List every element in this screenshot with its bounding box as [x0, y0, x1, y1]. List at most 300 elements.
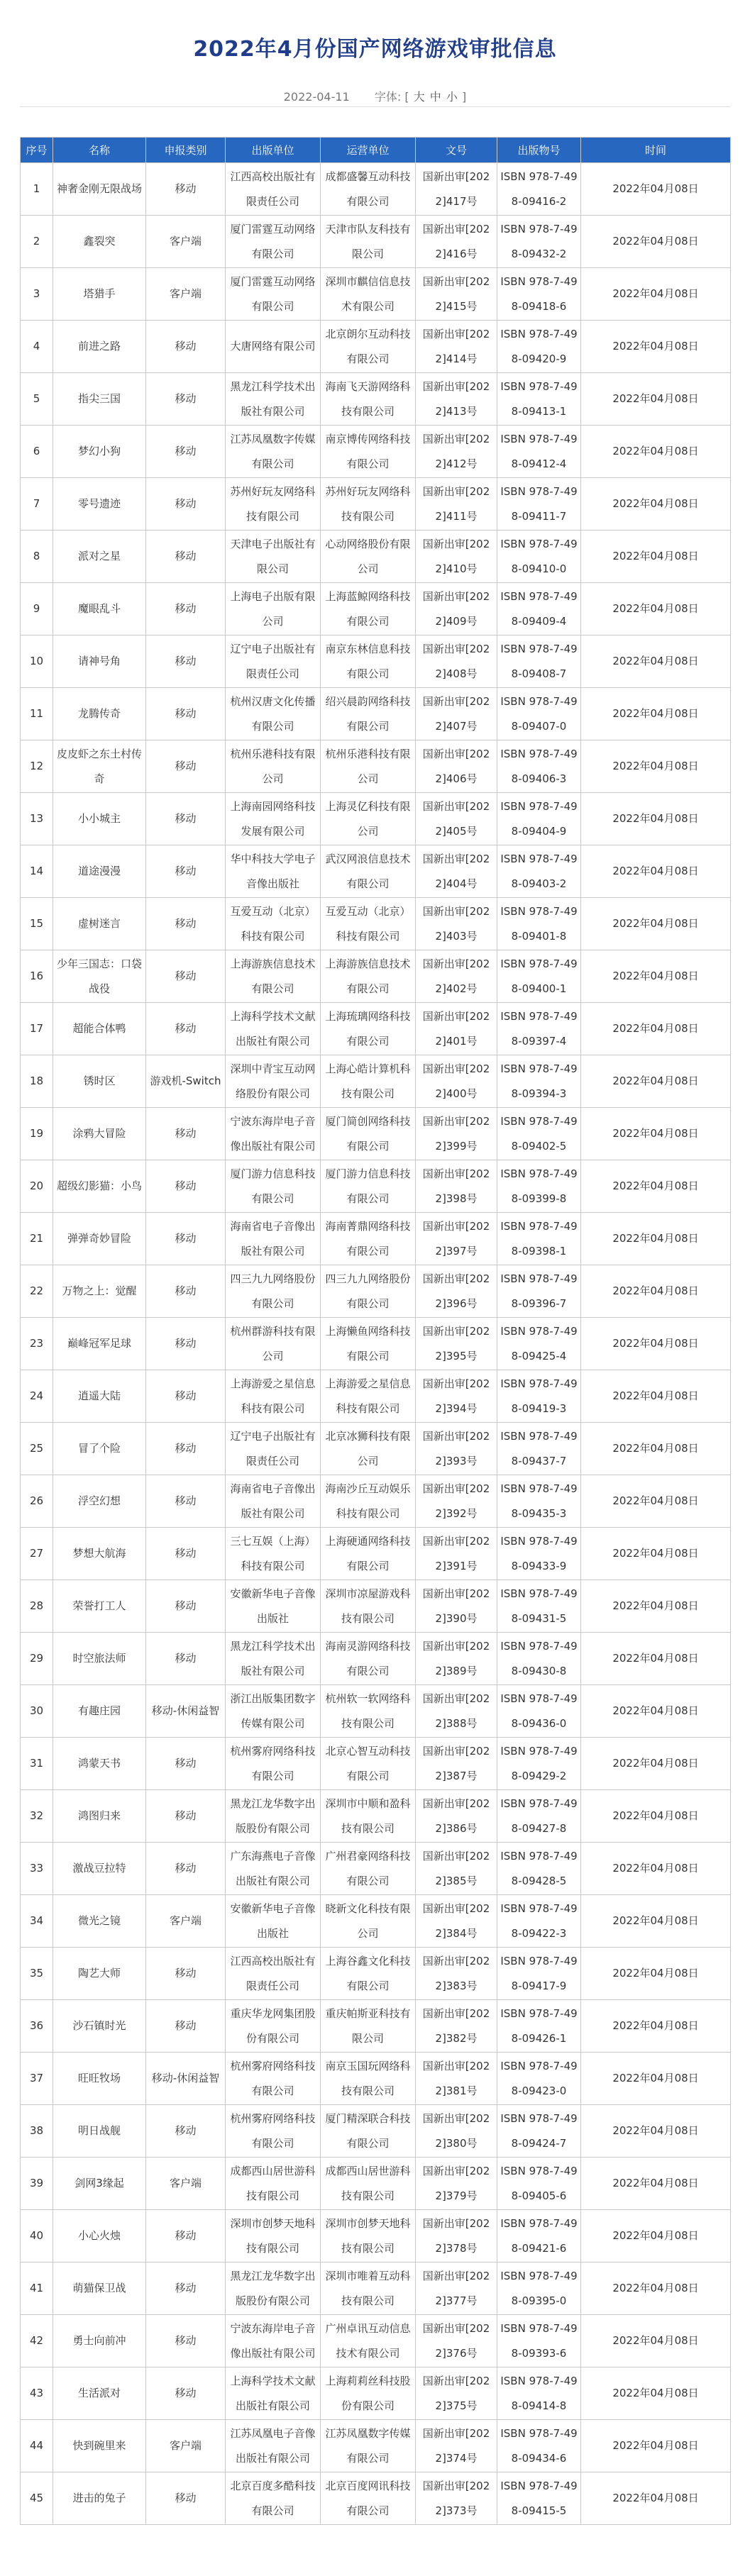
font-size-label: 字体:	[374, 90, 402, 104]
cell-approval-no: 国新出审[2022]390号	[416, 1580, 497, 1633]
table-row	[21, 2210, 731, 2263]
cell-publisher: 上海游族信息技术有限公司	[226, 950, 321, 1003]
cell-index: 45	[21, 2472, 53, 2525]
cell-isbn: ISBN 978-7-498-09409-4	[497, 583, 581, 635]
cell-isbn: ISBN 978-7-498-09431-5	[497, 1580, 581, 1633]
table-row	[21, 426, 731, 478]
cell-name: 浮空幻想	[53, 1475, 146, 1528]
cell-category: 移动	[146, 1948, 226, 2000]
header-index: 序号	[21, 138, 53, 163]
cell-date: 2022年04月08日	[581, 1108, 731, 1160]
table-row	[21, 740, 731, 793]
cell-approval-no: 国新出审[2022]404号	[416, 845, 497, 898]
cell-category: 移动	[146, 635, 226, 688]
cell-date: 2022年04月08日	[581, 845, 731, 898]
cell-name: 请神号角	[53, 635, 146, 688]
cell-date: 2022年04月08日	[581, 478, 731, 531]
cell-isbn: ISBN 978-7-498-09429-2	[497, 1738, 581, 1790]
cell-publisher: 黑龙江龙华数字出版股份有限公司	[226, 2263, 321, 2315]
cell-name: 时空旅法师	[53, 1633, 146, 1685]
cell-index: 39	[21, 2158, 53, 2210]
cell-category: 游戏机-Switch	[146, 1055, 226, 1108]
cell-category: 移动	[146, 1790, 226, 1843]
cell-index: 43	[21, 2367, 53, 2420]
cell-index: 44	[21, 2420, 53, 2472]
table-row	[21, 2263, 731, 2315]
cell-operator: 上海硬通网络科技有限公司	[321, 1528, 416, 1580]
cell-isbn: ISBN 978-7-498-09393-6	[497, 2315, 581, 2367]
cell-isbn: ISBN 978-7-498-09425-4	[497, 1318, 581, 1370]
cell-approval-no: 国新出审[2022]417号	[416, 163, 497, 216]
table-row	[21, 1790, 731, 1843]
cell-date: 2022年04月08日	[581, 2000, 731, 2053]
cell-operator: 厦门精深联合科技有限公司	[321, 2105, 416, 2158]
cell-operator: 四三九九网络股份有限公司	[321, 1265, 416, 1318]
cell-category: 移动	[146, 1528, 226, 1580]
font-size-large-button[interactable]: 大	[413, 90, 425, 104]
cell-index: 32	[21, 1790, 53, 1843]
cell-publisher: 三七互娱（上海）科技有限公司	[226, 1528, 321, 1580]
cell-operator: 上海蓝鲸网络科技有限公司	[321, 583, 416, 635]
cell-category: 移动	[146, 426, 226, 478]
cell-publisher: 厦门雷霆互动网络有限公司	[226, 268, 321, 321]
table-row	[21, 1108, 731, 1160]
cell-category: 移动	[146, 2000, 226, 2053]
cell-index: 35	[21, 1948, 53, 2000]
cell-index: 14	[21, 845, 53, 898]
cell-index: 13	[21, 793, 53, 845]
cell-name: 万物之上：觉醒	[53, 1265, 146, 1318]
cell-publisher: 江西高校出版社有限责任公司	[226, 163, 321, 216]
cell-date: 2022年04月08日	[581, 373, 731, 426]
cell-operator: 上海琉璃网络科技有限公司	[321, 1003, 416, 1055]
cell-name: 魔眼乱斗	[53, 583, 146, 635]
table-row	[21, 1948, 731, 2000]
cell-operator: 互爱互动（北京）科技有限公司	[321, 898, 416, 950]
cell-approval-no: 国新出审[2022]384号	[416, 1895, 497, 1948]
cell-operator: 深圳市麒信信息技术有限公司	[321, 268, 416, 321]
cell-category: 移动	[146, 688, 226, 740]
cell-isbn: ISBN 978-7-498-09406-3	[497, 740, 581, 793]
cell-operator: 海南沙丘互动娱乐科技有限公司	[321, 1475, 416, 1528]
cell-name: 冒了个险	[53, 1423, 146, 1475]
cell-index: 38	[21, 2105, 53, 2158]
cell-operator: 南京东林信息科技有限公司	[321, 635, 416, 688]
cell-operator: 深圳市创梦天地科技有限公司	[321, 2210, 416, 2263]
cell-publisher: 安徽新华电子音像出版社	[226, 1580, 321, 1633]
table-row	[21, 1685, 731, 1738]
cell-isbn: ISBN 978-7-498-09412-4	[497, 426, 581, 478]
article-meta	[0, 88, 750, 104]
cell-index: 12	[21, 740, 53, 793]
cell-category: 移动	[146, 793, 226, 845]
cell-category: 移动	[146, 1108, 226, 1160]
cell-name: 进击的兔子	[53, 2472, 146, 2525]
cell-publisher: 江苏凤凰电子音像出版社有限公司	[226, 2420, 321, 2472]
cell-date: 2022年04月08日	[581, 583, 731, 635]
table-row	[21, 163, 731, 216]
cell-publisher: 厦门游力信息科技有限公司	[226, 1160, 321, 1213]
cell-approval-no: 国新出审[2022]405号	[416, 793, 497, 845]
table-row	[21, 1738, 731, 1790]
cell-date: 2022年04月08日	[581, 688, 731, 740]
cell-index: 16	[21, 950, 53, 1003]
cell-approval-no: 国新出审[2022]383号	[416, 1948, 497, 2000]
cell-category: 移动	[146, 1318, 226, 1370]
cell-isbn: ISBN 978-7-498-09411-7	[497, 478, 581, 531]
cell-isbn: ISBN 978-7-498-09430-8	[497, 1633, 581, 1685]
cell-publisher: 宁波东海岸电子音像出版社有限公司	[226, 1108, 321, 1160]
cell-category: 移动	[146, 1580, 226, 1633]
cell-index: 40	[21, 2210, 53, 2263]
cell-category: 移动	[146, 2315, 226, 2367]
cell-approval-no: 国新出审[2022]387号	[416, 1738, 497, 1790]
cell-approval-no: 国新出审[2022]374号	[416, 2420, 497, 2472]
cell-approval-no: 国新出审[2022]380号	[416, 2105, 497, 2158]
cell-publisher: 杭州群游科技有限公司	[226, 1318, 321, 1370]
cell-date: 2022年04月08日	[581, 1633, 731, 1685]
cell-publisher: 黑龙江科学技术出版社有限公司	[226, 373, 321, 426]
cell-category: 移动	[146, 1160, 226, 1213]
cell-approval-no: 国新出审[2022]413号	[416, 373, 497, 426]
cell-name: 皮皮虾之东土村传奇	[53, 740, 146, 793]
font-size-small-button[interactable]: 小	[446, 90, 458, 104]
cell-date: 2022年04月08日	[581, 1265, 731, 1318]
table-row	[21, 2472, 731, 2525]
cell-name: 鸿图归来	[53, 1790, 146, 1843]
cell-publisher: 杭州雾府网络科技有限公司	[226, 2053, 321, 2105]
cell-index: 2	[21, 216, 53, 268]
table-row	[21, 950, 731, 1003]
cell-publisher: 杭州雾府网络科技有限公司	[226, 2105, 321, 2158]
cell-isbn: ISBN 978-7-498-09397-4	[497, 1003, 581, 1055]
cell-date: 2022年04月08日	[581, 1318, 731, 1370]
cell-name: 小心火烛	[53, 2210, 146, 2263]
table-body	[21, 163, 731, 2525]
cell-isbn: ISBN 978-7-498-09435-3	[497, 1475, 581, 1528]
cell-date: 2022年04月08日	[581, 1213, 731, 1265]
cell-name: 明日战舰	[53, 2105, 146, 2158]
header-publisher: 出版单位	[226, 138, 321, 163]
cell-date: 2022年04月08日	[581, 163, 731, 216]
cell-name: 陶艺大师	[53, 1948, 146, 2000]
cell-publisher: 苏州好玩友网络科技有限公司	[226, 478, 321, 531]
cell-category: 客户端	[146, 2158, 226, 2210]
cell-name: 小小城主	[53, 793, 146, 845]
cell-approval-no: 国新出审[2022]402号	[416, 950, 497, 1003]
cell-index: 7	[21, 478, 53, 531]
cell-name: 逍遥大陆	[53, 1370, 146, 1423]
table-row	[21, 1475, 731, 1528]
cell-isbn: ISBN 978-7-498-09405-6	[497, 2158, 581, 2210]
cell-operator: 上海游爱之星信息科技有限公司	[321, 1370, 416, 1423]
table-row	[21, 1580, 731, 1633]
header-approval-no: 文号	[416, 138, 497, 163]
cell-isbn: ISBN 978-7-498-09399-8	[497, 1160, 581, 1213]
cell-approval-no: 国新出审[2022]410号	[416, 531, 497, 583]
cell-operator: 南京玉国玩网络科技有限公司	[321, 2053, 416, 2105]
cell-publisher: 杭州雾府网络科技有限公司	[226, 1738, 321, 1790]
cell-approval-no: 国新出审[2022]403号	[416, 898, 497, 950]
cell-operator: 海南菁鼎网络科技有限公司	[321, 1213, 416, 1265]
cell-operator: 苏州好玩友网络科技有限公司	[321, 478, 416, 531]
cell-date: 2022年04月08日	[581, 268, 731, 321]
cell-category: 移动-休闲益智	[146, 2053, 226, 2105]
cell-name: 道途漫漫	[53, 845, 146, 898]
cell-index: 11	[21, 688, 53, 740]
cell-name: 生活派对	[53, 2367, 146, 2420]
cell-index: 26	[21, 1475, 53, 1528]
cell-approval-no: 国新出审[2022]381号	[416, 2053, 497, 2105]
cell-approval-no: 国新出审[2022]379号	[416, 2158, 497, 2210]
cell-approval-no: 国新出审[2022]394号	[416, 1370, 497, 1423]
cell-publisher: 海南省电子音像出版社有限公司	[226, 1475, 321, 1528]
table-row	[21, 1843, 731, 1895]
cell-operator: 心动网络股份有限公司	[321, 531, 416, 583]
table-row	[21, 373, 731, 426]
cell-operator: 上海灵亿科技有限公司	[321, 793, 416, 845]
table-row	[21, 688, 731, 740]
cell-index: 19	[21, 1108, 53, 1160]
cell-category: 移动	[146, 321, 226, 373]
cell-name: 龙腾传奇	[53, 688, 146, 740]
cell-name: 梦幻小狗	[53, 426, 146, 478]
cell-isbn: ISBN 978-7-498-09433-9	[497, 1528, 581, 1580]
cell-name: 锈时区	[53, 1055, 146, 1108]
table-row	[21, 1370, 731, 1423]
cell-operator: 厦门游力信息科技有限公司	[321, 1160, 416, 1213]
cell-publisher: 天津电子出版社有限公司	[226, 531, 321, 583]
cell-operator: 上海游族信息技术有限公司	[321, 950, 416, 1003]
cell-approval-no: 国新出审[2022]389号	[416, 1633, 497, 1685]
cell-isbn: ISBN 978-7-498-09402-5	[497, 1108, 581, 1160]
cell-approval-no: 国新出审[2022]391号	[416, 1528, 497, 1580]
cell-index: 6	[21, 426, 53, 478]
cell-operator: 南京博传网络科技有限公司	[321, 426, 416, 478]
cell-operator: 天津市队友科技有限公司	[321, 216, 416, 268]
cell-approval-no: 国新出审[2022]406号	[416, 740, 497, 793]
cell-index: 18	[21, 1055, 53, 1108]
cell-date: 2022年04月08日	[581, 216, 731, 268]
cell-category: 移动	[146, 1738, 226, 1790]
cell-index: 8	[21, 531, 53, 583]
cell-name: 剑网3缘起	[53, 2158, 146, 2210]
cell-category: 移动	[146, 2105, 226, 2158]
cell-operator: 广州卓讯互动信息技术有限公司	[321, 2315, 416, 2367]
cell-isbn: ISBN 978-7-498-09422-3	[497, 1895, 581, 1948]
cell-publisher: 上海电子出版有限公司	[226, 583, 321, 635]
cell-approval-no: 国新出审[2022]411号	[416, 478, 497, 531]
cell-date: 2022年04月08日	[581, 740, 731, 793]
table-header-row	[21, 138, 731, 163]
cell-index: 36	[21, 2000, 53, 2053]
cell-isbn: ISBN 978-7-498-09427-8	[497, 1790, 581, 1843]
cell-index: 15	[21, 898, 53, 950]
cell-date: 2022年04月08日	[581, 1370, 731, 1423]
cell-date: 2022年04月08日	[581, 2053, 731, 2105]
font-size-medium-button[interactable]: 中	[429, 90, 441, 104]
cell-operator: 北京朗尔互动科技有限公司	[321, 321, 416, 373]
cell-isbn: ISBN 978-7-498-09407-0	[497, 688, 581, 740]
cell-operator: 上海莉莉丝科技股份有限公司	[321, 2367, 416, 2420]
header-category: 申报类别	[146, 138, 226, 163]
cell-publisher: 海南省电子音像出版社有限公司	[226, 1213, 321, 1265]
cell-category: 移动	[146, 1475, 226, 1528]
cell-operator: 杭州乐港科技有限公司	[321, 740, 416, 793]
cell-operator: 江苏凤凰数字传媒有限公司	[321, 2420, 416, 2472]
cell-date: 2022年04月08日	[581, 1055, 731, 1108]
cell-publisher: 杭州乐港科技有限公司	[226, 740, 321, 793]
cell-publisher: 北京百度多酷科技有限公司	[226, 2472, 321, 2525]
table-row	[21, 1318, 731, 1370]
table-row	[21, 531, 731, 583]
cell-isbn: ISBN 978-7-498-09401-8	[497, 898, 581, 950]
table-row	[21, 2158, 731, 2210]
cell-index: 41	[21, 2263, 53, 2315]
cell-operator: 武汉网浪信息技术有限公司	[321, 845, 416, 898]
cell-approval-no: 国新出审[2022]398号	[416, 1160, 497, 1213]
cell-date: 2022年04月08日	[581, 2105, 731, 2158]
cell-isbn: ISBN 978-7-498-09404-9	[497, 793, 581, 845]
cell-date: 2022年04月08日	[581, 1685, 731, 1738]
cell-index: 30	[21, 1685, 53, 1738]
table-row	[21, 793, 731, 845]
cell-isbn: ISBN 978-7-498-09415-5	[497, 2472, 581, 2525]
cell-name: 快到碗里来	[53, 2420, 146, 2472]
cell-isbn: ISBN 978-7-498-09421-6	[497, 2210, 581, 2263]
cell-isbn: ISBN 978-7-498-09414-8	[497, 2367, 581, 2420]
cell-date: 2022年04月08日	[581, 1160, 731, 1213]
cell-approval-no: 国新出审[2022]385号	[416, 1843, 497, 1895]
cell-isbn: ISBN 978-7-498-09395-0	[497, 2263, 581, 2315]
cell-name: 超能合体鸭	[53, 1003, 146, 1055]
cell-approval-no: 国新出审[2022]412号	[416, 426, 497, 478]
table-row	[21, 635, 731, 688]
cell-index: 3	[21, 268, 53, 321]
cell-name: 勇士向前冲	[53, 2315, 146, 2367]
cell-isbn: ISBN 978-7-498-09423-0	[497, 2053, 581, 2105]
cell-isbn: ISBN 978-7-498-09398-1	[497, 1213, 581, 1265]
cell-index: 22	[21, 1265, 53, 1318]
cell-approval-no: 国新出审[2022]397号	[416, 1213, 497, 1265]
cell-name: 有趣庄园	[53, 1685, 146, 1738]
cell-approval-no: 国新出审[2022]376号	[416, 2315, 497, 2367]
cell-index: 29	[21, 1633, 53, 1685]
cell-operator: 北京心智互动科技有限公司	[321, 1738, 416, 1790]
cell-publisher: 四三九九网络股份有限公司	[226, 1265, 321, 1318]
table-row	[21, 2315, 731, 2367]
cell-publisher: 互爱互动（北京）科技有限公司	[226, 898, 321, 950]
cell-name: 弹弹奇妙冒险	[53, 1213, 146, 1265]
table-row	[21, 1528, 731, 1580]
table-row	[21, 1003, 731, 1055]
cell-category: 移动	[146, 531, 226, 583]
cell-date: 2022年04月08日	[581, 898, 731, 950]
cell-category: 移动	[146, 2472, 226, 2525]
cell-isbn: ISBN 978-7-498-09416-2	[497, 163, 581, 216]
cell-isbn: ISBN 978-7-498-09419-3	[497, 1370, 581, 1423]
cell-index: 4	[21, 321, 53, 373]
cell-date: 2022年04月08日	[581, 2367, 731, 2420]
cell-operator: 厦门简创网络科技有限公司	[321, 1108, 416, 1160]
cell-category: 移动	[146, 1633, 226, 1685]
cell-index: 9	[21, 583, 53, 635]
table-row	[21, 1895, 731, 1948]
cell-publisher: 广东海燕电子音像出版社有限公司	[226, 1843, 321, 1895]
cell-category: 移动	[146, 1003, 226, 1055]
cell-operator: 北京冰狮科技有限公司	[321, 1423, 416, 1475]
cell-date: 2022年04月08日	[581, 1528, 731, 1580]
cell-date: 2022年04月08日	[581, 1423, 731, 1475]
cell-date: 2022年04月08日	[581, 635, 731, 688]
cell-isbn: ISBN 978-7-498-09394-3	[497, 1055, 581, 1108]
font-size-bracket-close: ]	[462, 90, 467, 104]
cell-approval-no: 国新出审[2022]395号	[416, 1318, 497, 1370]
cell-index: 20	[21, 1160, 53, 1213]
cell-category: 移动	[146, 1213, 226, 1265]
table-row	[21, 2420, 731, 2472]
cell-isbn: ISBN 978-7-498-09432-2	[497, 216, 581, 268]
cell-publisher: 深圳市创梦天地科技有限公司	[226, 2210, 321, 2263]
cell-operator: 深圳市中顺和盈科技有限公司	[321, 1790, 416, 1843]
cell-category: 移动	[146, 478, 226, 531]
cell-publisher: 成都西山居世游科技有限公司	[226, 2158, 321, 2210]
cell-name: 萌猫保卫战	[53, 2263, 146, 2315]
font-size-bracket-open: [	[404, 90, 409, 104]
table-row	[21, 1265, 731, 1318]
table-row	[21, 2053, 731, 2105]
cell-index: 1	[21, 163, 53, 216]
cell-approval-no: 国新出审[2022]388号	[416, 1685, 497, 1738]
cell-index: 28	[21, 1580, 53, 1633]
cell-approval-no: 国新出审[2022]416号	[416, 216, 497, 268]
cell-date: 2022年04月08日	[581, 531, 731, 583]
cell-date: 2022年04月08日	[581, 2315, 731, 2367]
cell-name: 神奢金刚无限战场	[53, 163, 146, 216]
cell-approval-no: 国新出审[2022]401号	[416, 1003, 497, 1055]
cell-date: 2022年04月08日	[581, 950, 731, 1003]
cell-isbn: ISBN 978-7-498-09424-7	[497, 2105, 581, 2158]
cell-date: 2022年04月08日	[581, 1790, 731, 1843]
cell-publisher: 安徽新华电子音像出版社	[226, 1895, 321, 1948]
cell-date: 2022年04月08日	[581, 426, 731, 478]
cell-isbn: ISBN 978-7-498-09418-6	[497, 268, 581, 321]
cell-name: 虚树迷言	[53, 898, 146, 950]
header-operator: 运营单位	[321, 138, 416, 163]
cell-date: 2022年04月08日	[581, 1948, 731, 2000]
table-row	[21, 1423, 731, 1475]
cell-category: 移动	[146, 898, 226, 950]
cell-approval-no: 国新出审[2022]408号	[416, 635, 497, 688]
cell-date: 2022年04月08日	[581, 2420, 731, 2472]
cell-publisher: 辽宁电子出版社有限责任公司	[226, 635, 321, 688]
cell-index: 5	[21, 373, 53, 426]
cell-publisher: 杭州汉唐文化传播有限公司	[226, 688, 321, 740]
cell-index: 17	[21, 1003, 53, 1055]
cell-category: 移动	[146, 1370, 226, 1423]
cell-publisher: 上海南园网络科技发展有限公司	[226, 793, 321, 845]
cell-category: 移动	[146, 163, 226, 216]
cell-operator: 海南灵游网络科技有限公司	[321, 1633, 416, 1685]
cell-approval-no: 国新出审[2022]414号	[416, 321, 497, 373]
cell-index: 31	[21, 1738, 53, 1790]
cell-category: 移动	[146, 1843, 226, 1895]
cell-publisher: 辽宁电子出版社有限责任公司	[226, 1423, 321, 1475]
cell-date: 2022年04月08日	[581, 321, 731, 373]
cell-operator: 上海谷鑫文化科技有限公司	[321, 1948, 416, 2000]
cell-isbn: ISBN 978-7-498-09400-1	[497, 950, 581, 1003]
cell-publisher: 宁波东海岸电子音像出版社有限公司	[226, 2315, 321, 2367]
